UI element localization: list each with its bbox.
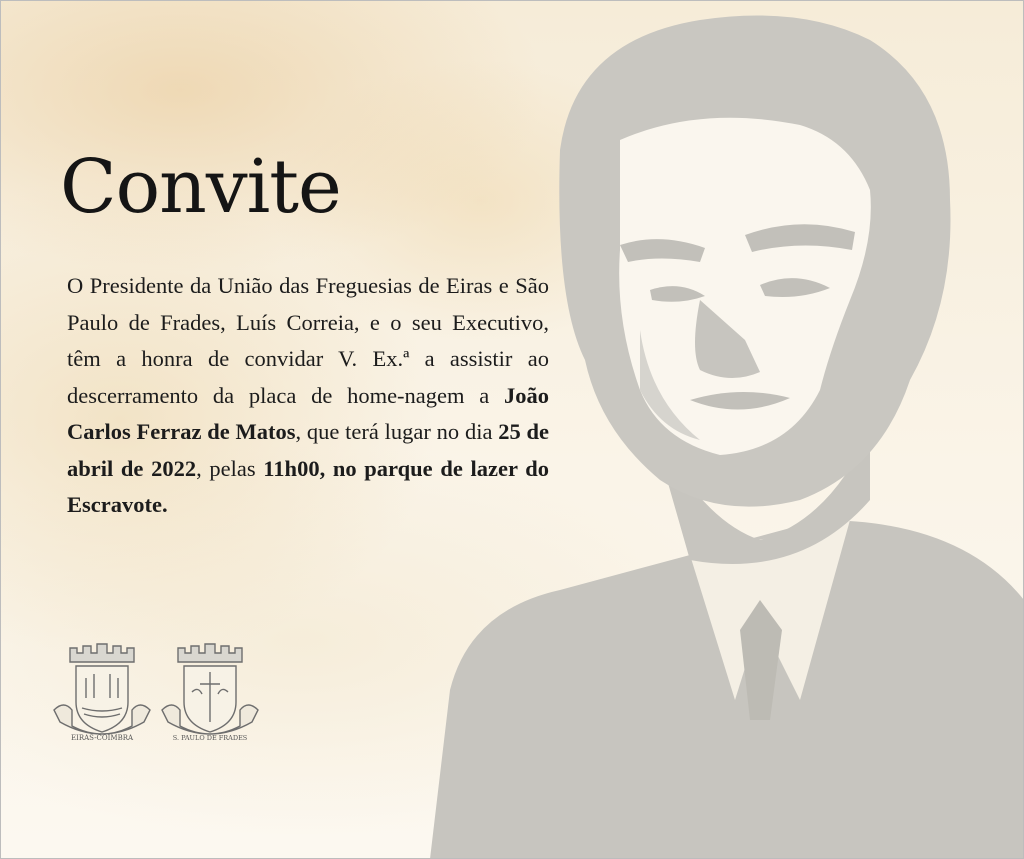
invitation-text-part2: , que terá lugar no dia — [295, 419, 499, 444]
invitation-text-part1: O Presidente da União das Freguesias de Eiras e São Paulo de Frades, Luís Correia, e o seu Executivo, têm a honra de convidar V. Ex.ª a assistir ao descerramento da placa de home-nagem a — [67, 273, 549, 408]
honoree-name: João Carlos Ferraz de Matos — [67, 382, 549, 444]
page-title: Convite — [60, 144, 341, 230]
sao-paulo-de-frades-coat-of-arms-icon — [160, 640, 260, 746]
eiras-coat-of-arms-icon — [50, 640, 154, 746]
invitation-text — [67, 268, 549, 524]
eiras-emblem-label: EIRAS-COIMBRA — [70, 734, 134, 742]
sao-paulo-emblem-label: S. PAULO DE FRADES — [172, 734, 248, 742]
invitation-text-part3: , pelas — [196, 455, 264, 481]
event-date: 25 de abril de 2022 — [67, 419, 550, 481]
event-time-place: 11h00, no parque de lazer do Escravote. — [67, 455, 549, 517]
